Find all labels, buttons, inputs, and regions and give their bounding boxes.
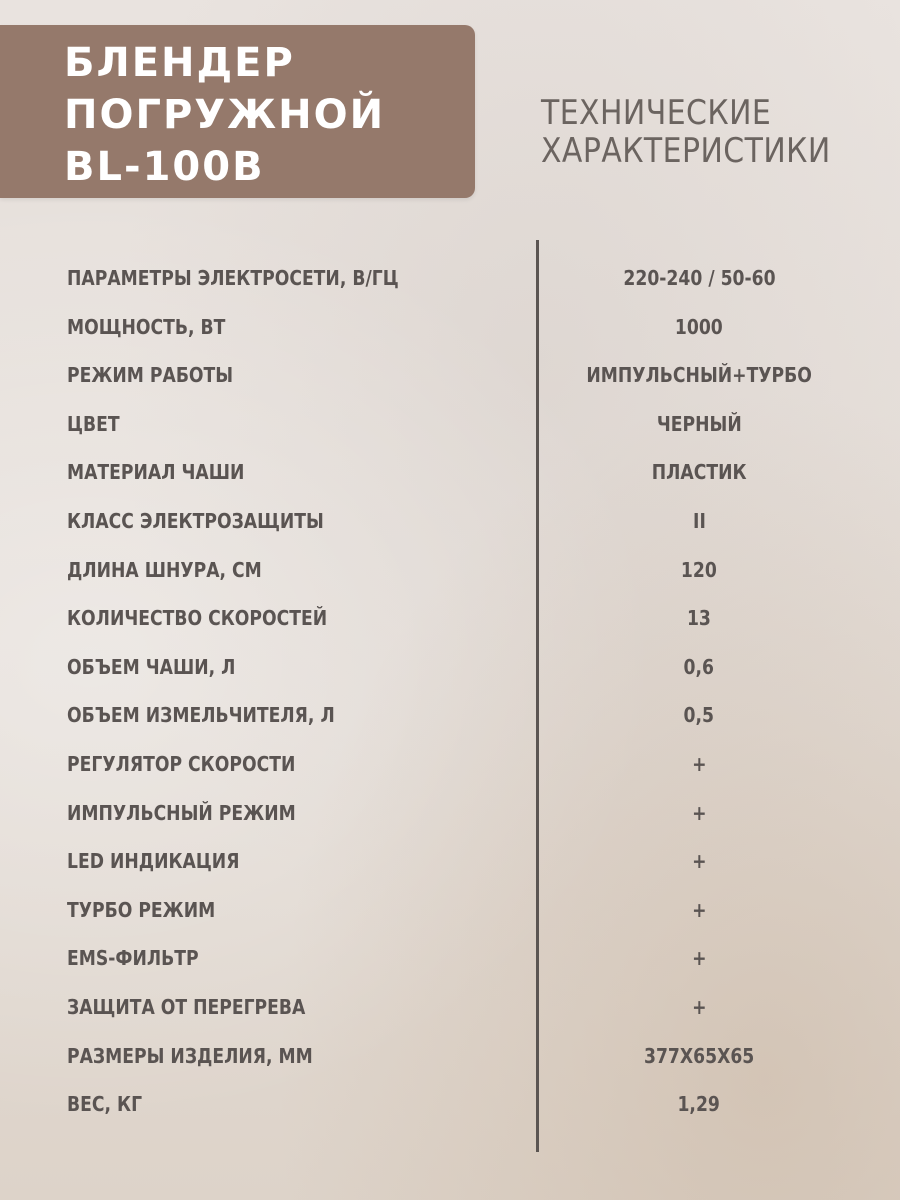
spec-value-text: ЧЕРНЫЙ <box>656 411 742 436</box>
spec-row <box>0 1080 900 1129</box>
spec-label: РЕЖИМ РАБОТЫ <box>67 363 234 388</box>
spec-label: LED ИНДИКАЦИЯ <box>67 849 240 874</box>
spec-value <box>560 789 838 837</box>
spec-row <box>0 448 900 497</box>
spec-label: ЗАЩИТА ОТ ПЕРЕГРЕВА <box>67 994 306 1019</box>
spec-value <box>560 691 838 739</box>
spec-value <box>560 254 838 302</box>
spec-row <box>0 934 900 983</box>
spec-value <box>560 351 838 399</box>
spec-row <box>0 546 900 595</box>
spec-value <box>560 497 838 545</box>
spec-row <box>0 886 900 935</box>
spec-row <box>0 983 900 1032</box>
specs-table <box>0 254 900 1129</box>
spec-label: ОБЪЕМ ИЗМЕЛЬЧИТЕЛЯ, Л <box>67 703 335 728</box>
spec-row <box>0 497 900 546</box>
spec-label: ТУРБО РЕЖИМ <box>67 897 216 922</box>
spec-label: ИМПУЛЬСНЫЙ РЕЖИМ <box>67 800 296 825</box>
spec-value <box>560 886 838 934</box>
spec-label: МОЩНОСТЬ, ВТ <box>67 314 226 339</box>
spec-value <box>560 1080 838 1128</box>
spec-row <box>0 837 900 886</box>
spec-label: КЛАСС ЭЛЕКТРОЗАЩИТЫ <box>67 508 324 533</box>
spec-label: ВЕС, КГ <box>67 1092 143 1117</box>
spec-value <box>560 837 838 885</box>
spec-label: РЕГУЛЯТОР СКОРОСТИ <box>67 751 296 776</box>
spec-label: КОЛИЧЕСТВО СКОРОСТЕЙ <box>67 606 328 631</box>
spec-value <box>560 643 838 691</box>
spec-value-text: 220-240 / 50-60 <box>622 266 776 290</box>
spec-row <box>0 1032 900 1081</box>
product-title-line-2: ПОГРУЖНОЙ <box>64 92 386 138</box>
spec-row <box>0 303 900 352</box>
spec-value-text: II <box>692 508 706 533</box>
spec-value-text: 1,29 <box>677 1092 721 1117</box>
spec-row <box>0 254 900 303</box>
spec-value <box>560 934 838 982</box>
spec-value <box>560 1032 838 1080</box>
spec-row <box>0 594 900 643</box>
section-heading <box>541 94 870 170</box>
spec-value-text: + <box>691 751 707 776</box>
spec-row <box>0 691 900 740</box>
section-heading-line-2: ХАРАКТЕРИСТИКИ <box>541 131 831 171</box>
spec-value <box>560 594 838 642</box>
product-title-panel <box>0 25 475 198</box>
spec-label: ОБЪЕМ ЧАШИ, Л <box>67 654 236 679</box>
spec-value <box>560 740 838 788</box>
spec-label: EMS-ФИЛЬТР <box>67 946 199 971</box>
spec-value-text: 13 <box>687 606 711 631</box>
spec-value-text: + <box>691 946 707 971</box>
spec-row <box>0 740 900 789</box>
spec-value-text: 377Х65Х65 <box>643 1043 755 1068</box>
spec-value <box>560 983 838 1031</box>
spec-value-text: 1000 <box>675 314 723 339</box>
spec-value-text: + <box>691 994 707 1019</box>
spec-label: ЦВЕТ <box>67 411 120 436</box>
spec-value-text: 0,6 <box>683 654 715 679</box>
product-title-line-1: БЛЕНДЕР <box>64 40 295 86</box>
spec-label: РАЗМЕРЫ ИЗДЕЛИЯ, ММ <box>67 1043 313 1068</box>
spec-value-text: ИМПУЛЬСНЫЙ+ТУРБО <box>586 363 812 388</box>
spec-row <box>0 789 900 838</box>
spec-value-text: 120 <box>681 557 717 582</box>
spec-row <box>0 400 900 449</box>
spec-value <box>560 400 838 448</box>
spec-value-text: + <box>691 800 707 825</box>
spec-row <box>0 643 900 692</box>
spec-value-text: + <box>691 897 707 922</box>
spec-label: ДЛИНА ШНУРА, СМ <box>67 557 262 582</box>
spec-value <box>560 546 838 594</box>
spec-value-text: 0,5 <box>683 703 715 728</box>
section-heading-line-1: ТЕХНИЧЕСКИЕ <box>541 93 772 133</box>
spec-row <box>0 351 900 400</box>
product-title-line-3: BL-100B <box>64 144 265 190</box>
spec-label: ПАРАМЕТРЫ ЭЛЕКТРОСЕТИ, В/ГЦ <box>67 266 399 290</box>
spec-label: МАТЕРИАЛ ЧАШИ <box>67 460 245 485</box>
spec-value-text: + <box>691 849 707 874</box>
spec-value <box>560 303 838 351</box>
spec-value-text: ПЛАСТИК <box>651 460 747 485</box>
spec-value <box>560 448 838 496</box>
